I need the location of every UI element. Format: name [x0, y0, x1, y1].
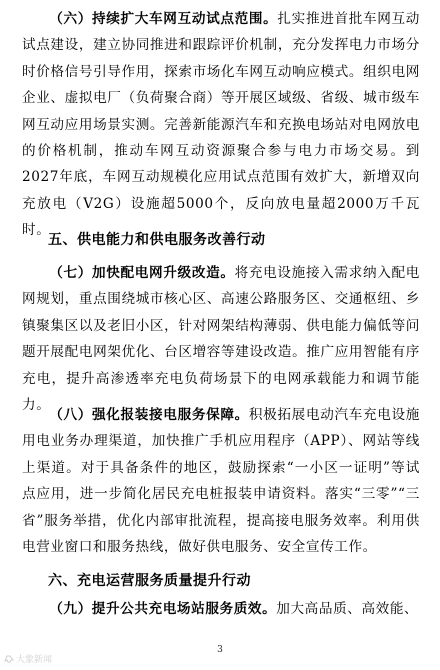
- elephant-logo-icon: [4, 654, 14, 664]
- paragraph-6: [22, 6, 420, 244]
- paragraph-8-lead: （八）强化报装接电服务保障。: [49, 407, 249, 423]
- paragraph-9: [22, 596, 420, 622]
- paragraph-9-body: 加大高品质、高效能、: [276, 601, 419, 617]
- watermark-text: 大象新闻: [16, 655, 53, 665]
- section-heading-6: 六、充电运营服务质量提升行动: [48, 573, 251, 589]
- paragraph-7-body: 将充电设施接入需求纳入配电网规划，重点围绕城市核心区、高速公路服务区、交通枢纽、乡镇聚集区以及老旧小区，针对网架结构薄弱、供电能力偏低等问题开展配电网架优化、台区增容等建设改造。推广应用智能有序充电，提升高渗透率充电负荷场景下的电网承载能力和调节能力。: [22, 265, 420, 414]
- paragraph-6-lead: （六）持续扩大车网互动试点范围。: [49, 11, 278, 27]
- paragraph-8: [22, 402, 420, 560]
- paragraph-8-body: 积极拓展电动汽车充电设施用电业务办理渠道，加快推广手机应用程序（APP）、网站等线上渠道。对于具备条件的地区，鼓励探索“一小区一证明”等试点应用，进一步简化居民充电桩报装申请资料。落实“三零”“三省”服务举措，优化内部审批流程，提高接电服务效率。利用供电营业窗口和服务热线，做好供电服务、安全宣传工作。: [22, 407, 420, 556]
- paragraph-7: [22, 260, 420, 418]
- page-number: 3: [217, 645, 223, 655]
- section-heading-5: 五、供电能力和供电服务改善行动: [48, 232, 266, 248]
- paragraph-9-lead: （九）提升公共充电场站服务质效。: [49, 601, 277, 617]
- watermark: [4, 652, 52, 665]
- paragraph-6-body: 扎实推进首批车网互动试点建设，建立协同推进和跟踪评价机制，充分发挥电力市场分时价格信号引导作用，探索市场化车网互动响应模式。组织电网企业、虚拟电厂（负荷聚合商）等开展区域级、省级、城市级车网互动应用场景实测。完善新能源汽车和充换电场站对电网放电的价格机制，推动车网互动资源聚合参与电力市场交易。到2027年底，车网互动规模化应用试点范围有效扩大，新增双向充放电（V2G）设施超5000个，反向放电量超2000万千瓦时。: [22, 11, 420, 239]
- paragraph-7-lead: （七）加快配电网升级改造。: [49, 265, 235, 281]
